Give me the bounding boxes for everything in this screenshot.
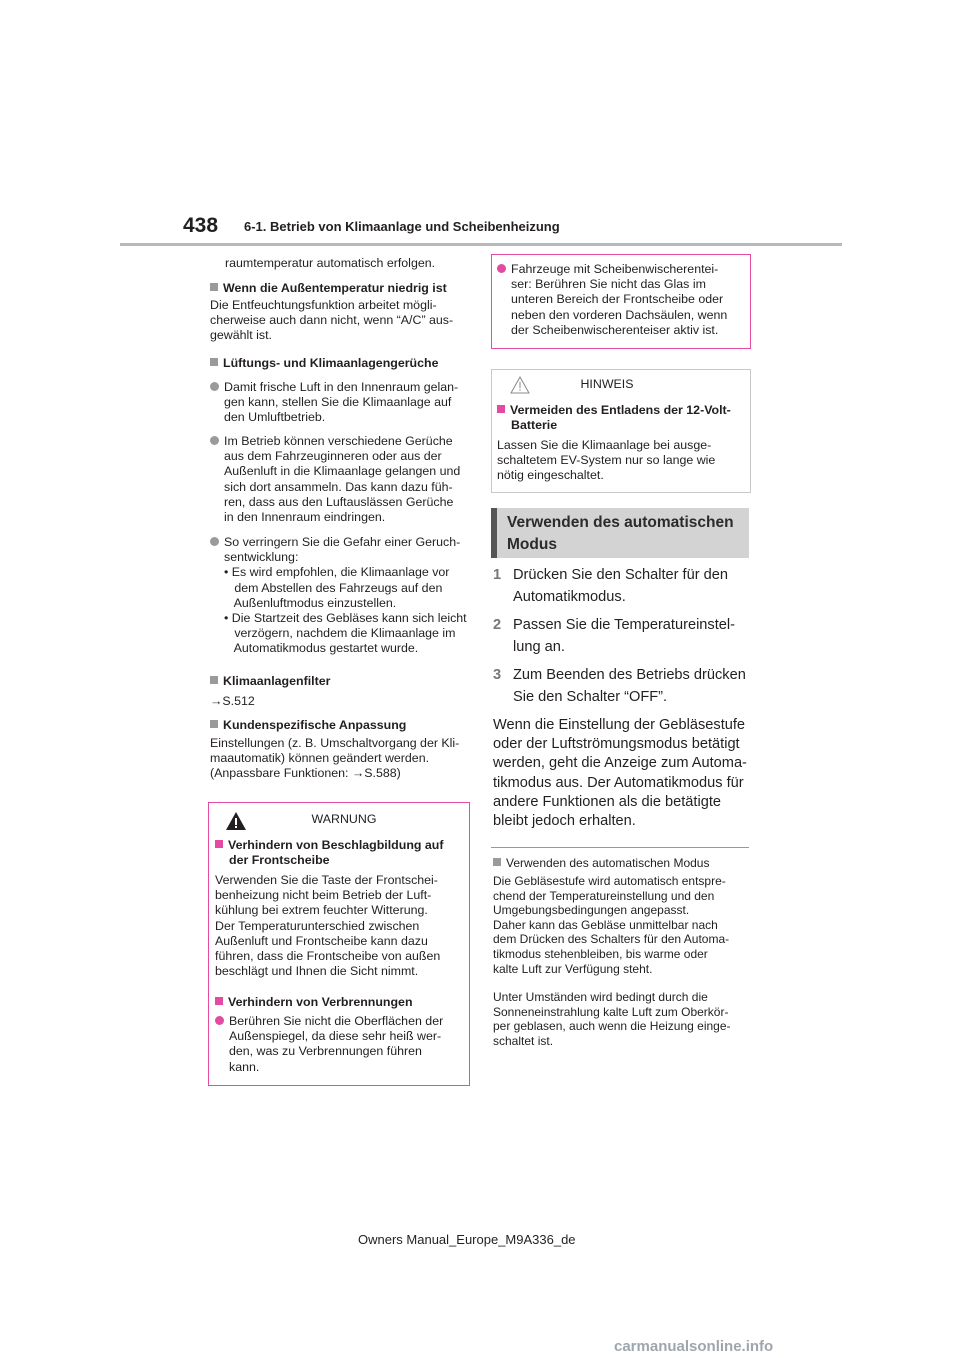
paragraph-dehumidify: Die Entfeuchtungsfunktion arbeitet mögli- cherweise auch dann nicht, wenn “A/C” aus- gewählt ist. [210, 298, 454, 343]
note-heading: Verwenden des automatischen Modus [493, 856, 751, 871]
section-title: 6-1. Betrieb von Klimaanlage und Scheibenheizung [244, 219, 560, 234]
warning-paragraph-fog: Verwenden Sie die Taste der Frontschei- benheizung nicht beim Betrieb der Luft- kühlung bei extrem feuchter Witterung. Der Temperaturunterschied zwischen Außenluft und Frontscheibe kann dazu führen, dass die Frontscheibe von außen beschlägt und Ihnen die Sicht nimmt. [215, 873, 441, 979]
heading-customization: Kundenspezifische Anpassung [210, 718, 406, 733]
circle-bullet-icon [210, 382, 219, 391]
bullet-recirc: Damit frische Luft in den Innenraum gelan- gen kann, stellen Sie die Klimaanlage auf den Umluftbetrieb. [210, 380, 458, 426]
circle-bullet-icon [215, 1016, 224, 1025]
square-bullet-icon [215, 997, 223, 1005]
warning-heading-fog: Verhindern von Beschlagbildung auf der Frontscheibe [215, 838, 463, 868]
circle-bullet-icon [497, 264, 506, 273]
continued-line: raumtemperatur automatisch erfolgen. [225, 256, 436, 270]
reference-filter[interactable]: →S.512 [210, 694, 255, 708]
hinweis-heading: Vermeiden des Entladens der 12-Volt- Batterie [497, 403, 745, 433]
watermark: carmanualsonline.info [614, 1338, 774, 1355]
wiper-deicer-bullet: Fahrzeuge mit Scheibenwischerentei- ser: Berühren Sie nicht das Glas im unteren Bereich der Frontscheibe oder neben den vorderen Dachsäulen, wenn der Scheibenwischerenteiser aktiv ist. [497, 262, 745, 338]
warning-triangle-icon [225, 811, 247, 836]
circle-bullet-icon [210, 436, 219, 445]
bullet-reduce-odors: So verringern Sie die Gefahr einer Geruch- sentwicklung: • Es wird empfohlen, die Klimaanlage vor dem Abstellen des Fahrzeugs auf den Außenluftmodus einzustellen. • Die Startzeit des Gebläses kann sich leicht verzögern, nachdem die Klimaanlage im Automatikmodus gestartet wurde. [210, 535, 467, 657]
header-divider [120, 243, 842, 246]
step-2: 2 Passen Sie die Temperatureinstel- lung an. [493, 617, 735, 655]
warning-title: WARNUNG [311, 812, 377, 826]
step-1: 1 Drücken Sie den Schalter für den Automatikmodus. [493, 567, 728, 605]
square-bullet-icon [210, 358, 218, 366]
step-3: 3 Zum Beenden des Betriebs drücken Sie den Schalter “OFF”. [493, 667, 746, 705]
square-bullet-icon [210, 676, 218, 684]
square-bullet-icon [210, 283, 218, 291]
square-bullet-icon [210, 720, 218, 728]
section-heading: Verwenden des automatischen Modus [491, 508, 749, 558]
square-bullet-icon [215, 840, 223, 848]
warning-heading-burns: Verhindern von Verbrennungen [215, 995, 463, 1010]
warning-bullet-mirrors: Berühren Sie nicht die Oberflächen der Außenspiegel, da diese sehr heiß wer- den, was zu Verbrennungen führen kann. [215, 1014, 463, 1075]
note-paragraph-1: Die Gebläsestufe wird automatisch entspre- chend der Temperatureinstellung und den Umgebungsbedingungen angepasst. Daher kann das Gebläse unmittelbar nach dem Drücken des Schalters für den Automa- tikmodus stehenbleiben, bis warme oder kalte Luft zur Verfügung steht. [493, 874, 730, 976]
circle-bullet-icon [210, 537, 219, 546]
warning-box [208, 802, 470, 1086]
page-number: 438 [183, 214, 219, 237]
hinweis-title: HINWEIS [580, 377, 634, 391]
square-bullet-icon [497, 405, 505, 413]
bullet-odors-operation: Im Betrieb können verschiedene Gerüche aus dem Fahrzeuginneren oder aus der Außenluft in die Klimaanlage gelangen und sich dort ansammeln. Das kann dazu füh- ren, dass aus den Luftauslässen Gerüche in den Innenraum eindringen. [210, 434, 460, 525]
footer-text: Owners Manual_Europe_M9A336_de [358, 1232, 576, 1247]
wiper-deicer-box [491, 254, 751, 349]
heading-odors: Lüftungs- und Klimaanlagengerüche [210, 356, 438, 371]
auto-mode-paragraph: Wenn die Einstellung der Gebläsestufe oder der Luftströmungsmodus betätigt werden, geht die Anzeige zum Automa- tikmodus aus. Der Automatikmodus für andere Funktionen als die betätigte bleibt jedoch erhalten. [493, 717, 747, 830]
hinweis-paragraph: Lassen Sie die Klimaanlage bei ausge- schaltetem EV-System nur so lange wie nötig eingeschaltet. [497, 438, 716, 483]
heading-filter: Klimaanlagenfilter [210, 674, 330, 689]
square-bullet-icon [493, 858, 501, 866]
hinweis-box [491, 369, 751, 493]
note-divider [491, 847, 749, 848]
paragraph-customization: Einstellungen (z. B. Umschaltvorgang der Kli- maautomatik) können geändert werden. (Anpassbare Funktionen: →S.588) [210, 736, 460, 781]
heading-low-temp: Wenn die Außentemperatur niedrig ist [210, 281, 447, 296]
note-paragraph-2: Unter Umständen wird bedingt durch die Sonneneinstrahlung kalte Luft zum Oberkör- per geblasen, auch wenn die Heizung einge- schaltet ist. [493, 990, 731, 1048]
